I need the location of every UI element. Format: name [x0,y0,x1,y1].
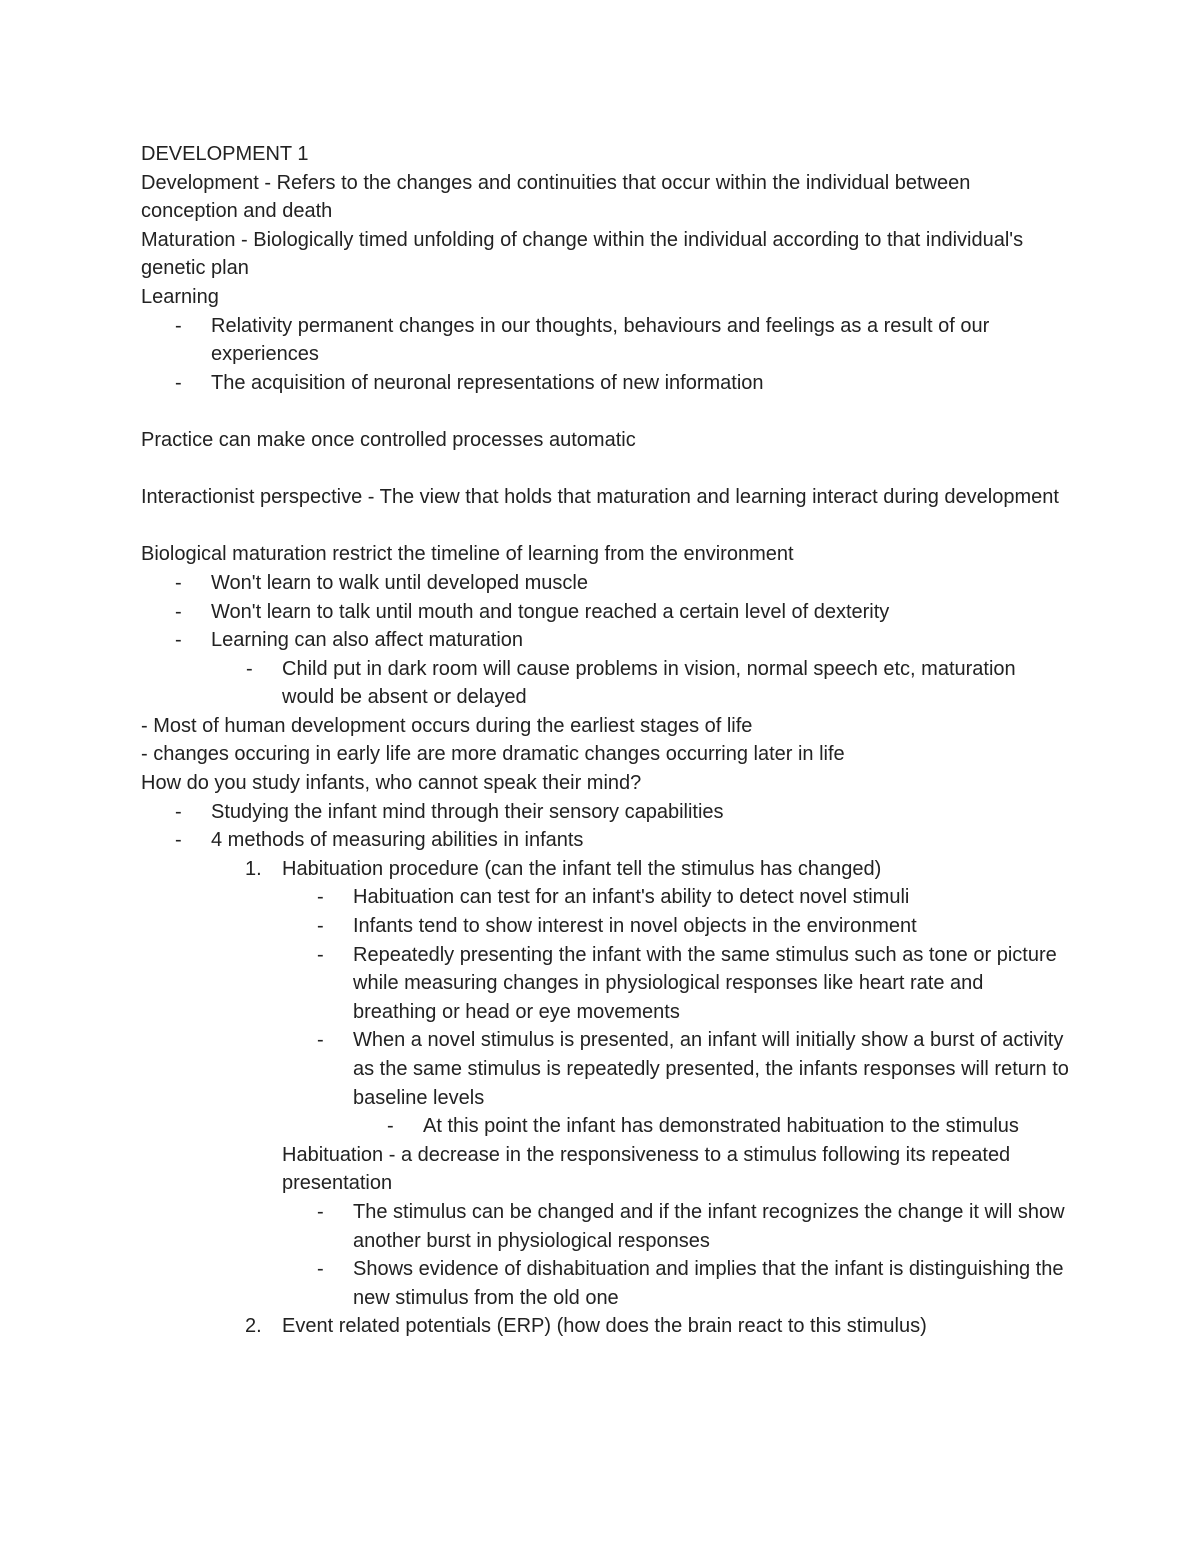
bullet-marker: - [317,1258,324,1281]
list-item [141,598,1071,627]
list-item-text: Won't learn to walk until developed muscle [211,571,588,594]
list-item-text: Habituation can test for an infant's ability to detect novel stimuli [353,886,910,909]
list-item [141,1026,1071,1112]
bullet-marker: - [317,915,324,938]
list-item [141,369,1071,398]
bullet-marker: - [317,1029,324,1052]
list-item-text: Won't learn to talk until mouth and tongue reached a certain level of dexterity [211,600,890,623]
list-item-text: 4 methods of measuring abilities in infants [211,829,584,852]
bullet-marker: - [175,571,182,594]
list-item-text: Studying the infant mind through their sensory capabilities [211,800,724,823]
list-item-text: The acquisition of neuronal representations of new information [211,371,764,394]
bullet-marker: - [175,600,182,623]
numbered-item-text: Event related potentials (ERP) (how does the brain react to this stimulus) [282,1315,927,1338]
numbered-item-text: Habituation procedure (can the infant tell the stimulus has changed) [282,857,882,880]
list-item [141,655,1071,712]
list-item [141,1255,1071,1312]
habituation-definition: Habituation - a decrease in the responsiveness to a stimulus following its repeated presentation [282,1143,1011,1195]
numbered-item [141,1312,1071,1341]
list-item-text: Infants tend to show interest in novel objects in the environment [353,915,917,938]
list-item-text: Relativity permanent changes in our thoughts, behaviours and feelings as a result of our experiences [211,314,990,366]
list-item [141,1198,1071,1255]
bullet-marker: - [317,886,324,909]
list-item-text: When a novel stimulus is presented, an infant will initially show a burst of activity as the same stimulus is repeatedly presented, the infants responses will return to baseline levels [353,1029,1069,1109]
learning-heading: Learning [141,285,219,308]
blank-line [141,455,1071,484]
bullet-marker: - [175,800,182,823]
list-item-text: Child put in dark room will cause problems in vision, normal speech etc, maturation would be absent or delayed [282,657,1016,709]
bullet-marker: - [175,371,182,394]
bullet-marker: - [175,829,182,852]
blank-line [141,512,1071,541]
list-item [141,798,1071,827]
bullet-marker: - [387,1115,394,1138]
list-item-text: Shows evidence of dishabituation and implies that the infant is distinguishing the new stimulus from the old one [353,1258,1064,1309]
list-item [141,569,1071,598]
bullet-marker: - [317,1200,324,1223]
number-marker: 2. [245,1315,262,1338]
blank-line [141,397,1071,426]
list-item-text: Repeatedly presenting the infant with the same stimulus such as tone or picture while measuring changes in physiological responses like heart rate and breathing or head or eye movements [353,943,1057,1023]
list-item-text: At this point the infant has demonstrated habituation to the stimulus [423,1115,1019,1138]
number-marker: 1. [245,857,262,880]
dash-line: - Most of human development occurs during the earliest stages of life [141,714,753,737]
list-item-text: The stimulus can be changed and if the infant recognizes the change it will show another burst in physiological responses [353,1200,1065,1252]
infants-question: How do you study infants, who cannot speak their mind? [141,772,642,795]
list-item [141,826,1071,855]
practice-line: Practice can make once controlled processes automatic [141,428,636,451]
list-item [141,912,1071,941]
development-definition: Development - Refers to the changes and continuities that occur within the individual between conception and death [141,171,971,223]
list-item-text: Learning can also affect maturation [211,629,524,652]
numbered-item [141,855,1071,884]
bullet-marker: - [317,943,324,966]
bullet-marker: - [175,314,182,337]
bullet-marker: - [246,657,253,680]
list-item [141,1112,1071,1141]
interactionist-definition: Interactionist perspective - The view that holds that maturation and learning interact during development [141,486,1059,509]
list-item [141,312,1071,369]
maturation-definition: Maturation - Biologically timed unfolding of change within the individual according to that individual's genetic plan [141,228,1024,280]
bullet-marker: - [175,629,182,652]
document-title: DEVELOPMENT 1 [141,143,309,165]
document-body [141,140,1071,1341]
list-item [141,626,1071,655]
biological-heading: Biological maturation restrict the timeline of learning from the environment [141,543,794,566]
list-item [141,941,1071,1027]
list-item [141,883,1071,912]
dash-line: - changes occuring in early life are more dramatic changes occurring later in life [141,743,845,766]
